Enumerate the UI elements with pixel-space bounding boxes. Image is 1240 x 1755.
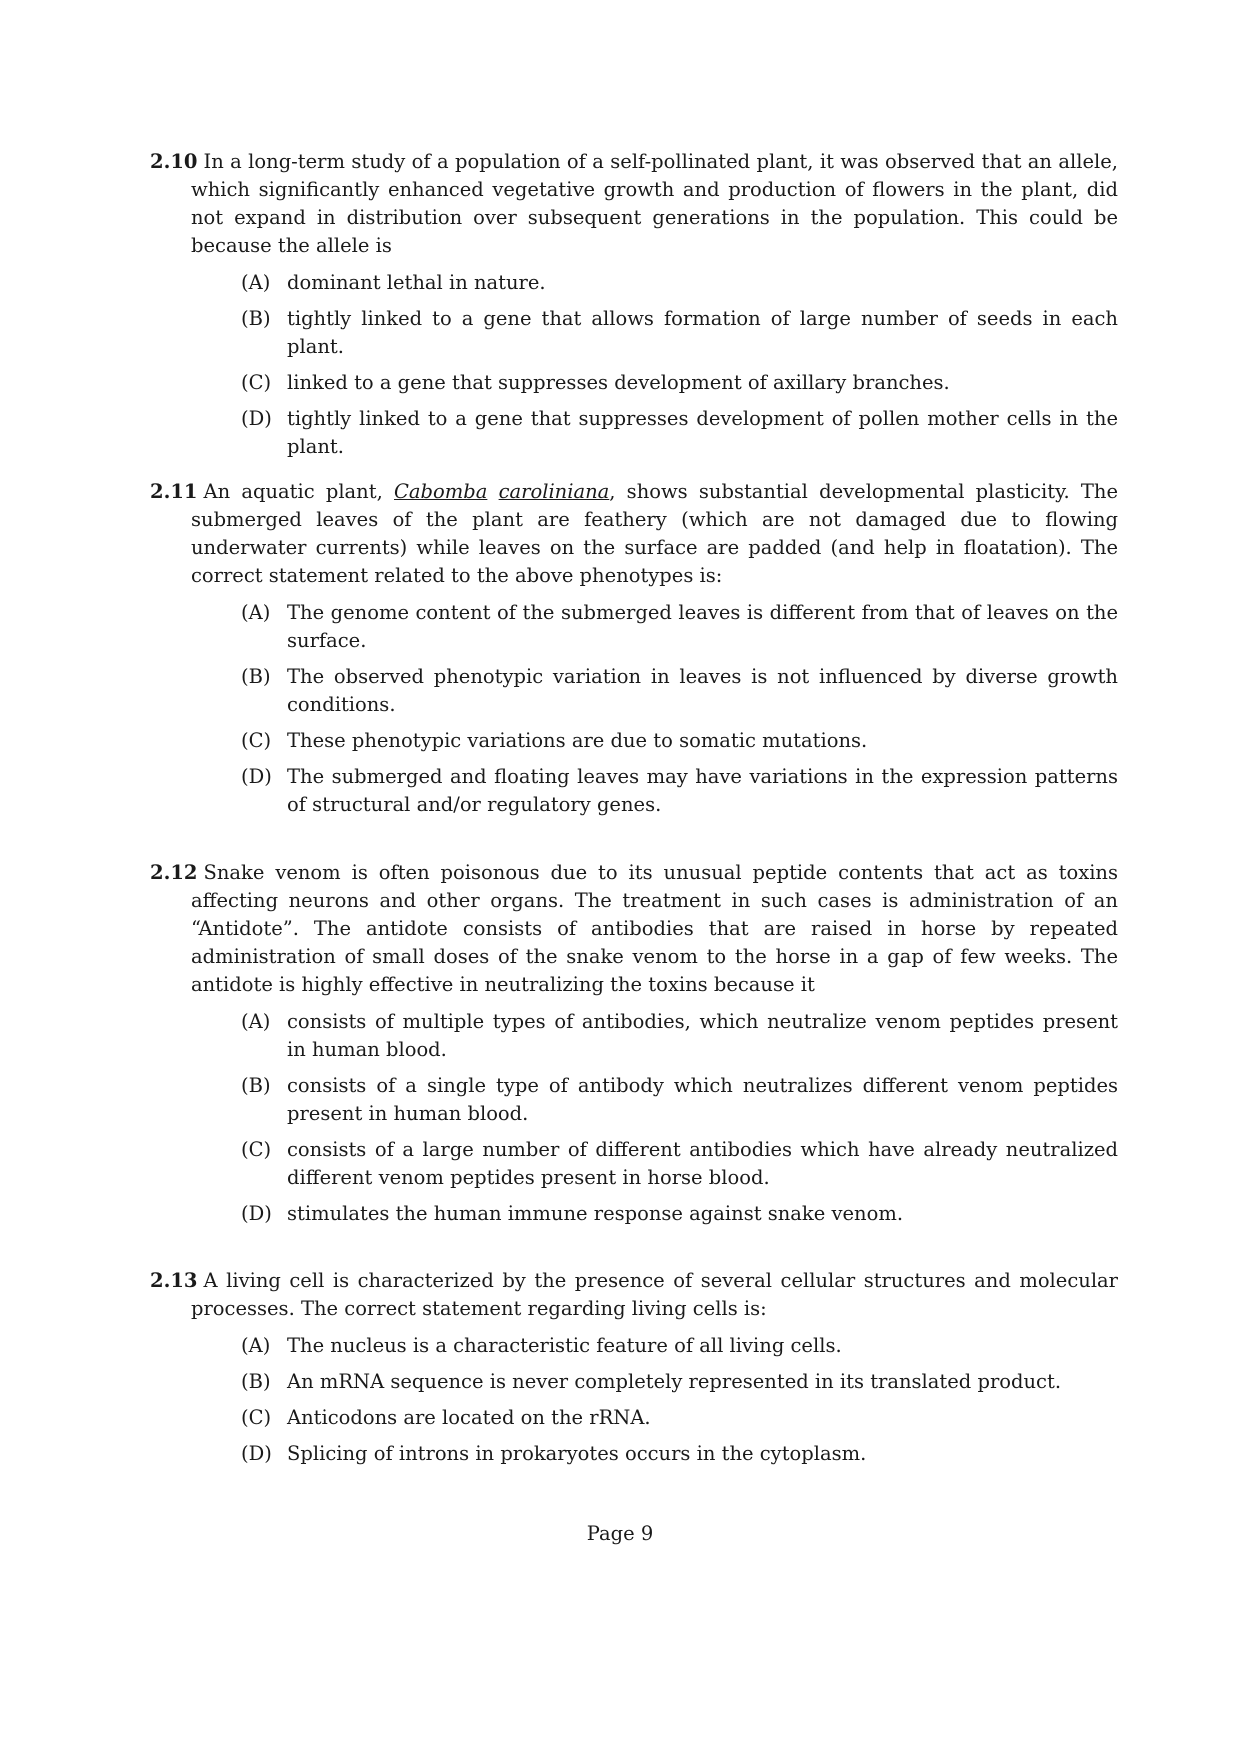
option-c bbox=[150, 1404, 1118, 1432]
question-2-11 bbox=[150, 478, 1118, 827]
option-text: The genome content of the submerged leaves is different from that of leaves on the surface. bbox=[287, 601, 1118, 652]
option-b bbox=[150, 1368, 1118, 1396]
option-c bbox=[150, 369, 1118, 397]
option-label: (A) bbox=[241, 1010, 271, 1033]
option-text: tightly linked to a gene that allows formation of large number of seeds in each plant. bbox=[287, 307, 1118, 358]
option-label: (B) bbox=[241, 1370, 271, 1393]
option-a bbox=[150, 269, 1118, 297]
option-text: The observed phenotypic variation in leaves is not influenced by diverse growth conditions. bbox=[287, 665, 1118, 716]
option-b bbox=[150, 305, 1118, 361]
option-label: (A) bbox=[241, 601, 271, 624]
question-text-pre: An aquatic plant, bbox=[203, 480, 383, 503]
question-stem bbox=[150, 148, 1118, 260]
question-2-13 bbox=[150, 1267, 1118, 1476]
option-text: An mRNA sequence is never completely represented in its translated product. bbox=[287, 1370, 1062, 1393]
option-label: (B) bbox=[241, 307, 271, 330]
question-text-post: , shows substantial developmental plasticity. The submerged leaves of the plant are feathery (which are not damaged due to flowing underwater currents) while leaves on the surface are padded (and help in floatation). The correct statement related to the above phenotypes is: bbox=[191, 480, 1119, 587]
option-text: The submerged and floating leaves may have variations in the expression patterns of structural and/or regulatory genes. bbox=[287, 765, 1118, 816]
option-label: (C) bbox=[241, 729, 272, 752]
question-number: 2.10 bbox=[150, 150, 198, 173]
option-label: (B) bbox=[241, 1074, 271, 1097]
option-d bbox=[150, 1440, 1118, 1468]
question-2-10 bbox=[150, 148, 1118, 469]
option-label: (C) bbox=[241, 371, 272, 394]
option-list bbox=[150, 1008, 1118, 1228]
question-number: 2.12 bbox=[150, 861, 198, 884]
page-number: Page 9 bbox=[586, 1522, 654, 1545]
option-d bbox=[150, 1200, 1118, 1228]
option-label: (D) bbox=[241, 1202, 272, 1225]
option-a bbox=[150, 1008, 1118, 1064]
option-label: (C) bbox=[241, 1406, 272, 1429]
option-label: (C) bbox=[241, 1138, 272, 1161]
question-text: In a long-term study of a population of a self-pollinated plant, it was observed that an allele, which significantly enhanced vegetative growth and production of flowers in the plant, did not expand in distribution over subsequent generations in the population. This could be because the allele is bbox=[191, 150, 1118, 257]
option-d bbox=[150, 405, 1118, 461]
question-stem bbox=[150, 478, 1118, 590]
option-text: Splicing of introns in prokaryotes occurs in the cytoplasm. bbox=[287, 1442, 867, 1465]
option-text: dominant lethal in nature. bbox=[287, 271, 546, 294]
option-text: consists of a large number of different antibodies which have already neutralized different venom peptides present in horse blood. bbox=[287, 1138, 1118, 1189]
option-text: stimulates the human immune response against snake venom. bbox=[287, 1202, 904, 1225]
option-text: Anticodons are located on the rRNA. bbox=[287, 1406, 651, 1429]
option-label: (D) bbox=[241, 765, 272, 788]
option-label: (A) bbox=[241, 1334, 271, 1357]
question-stem bbox=[150, 859, 1118, 999]
option-text: consists of a single type of antibody which neutralizes different venom peptides present in human blood. bbox=[287, 1074, 1118, 1125]
option-text: tightly linked to a gene that suppresses development of pollen mother cells in the plant. bbox=[287, 407, 1118, 458]
option-b bbox=[150, 663, 1118, 719]
option-label: (D) bbox=[241, 1442, 272, 1465]
option-list bbox=[150, 599, 1118, 819]
question-text: A living cell is characterized by the presence of several cellular structures and molecular processes. The correct statement regarding living cells is: bbox=[191, 1269, 1118, 1320]
option-c bbox=[150, 1136, 1118, 1192]
option-label: (D) bbox=[241, 407, 272, 430]
option-text: These phenotypic variations are due to somatic mutations. bbox=[287, 729, 868, 752]
option-b bbox=[150, 1072, 1118, 1128]
question-stem bbox=[150, 1267, 1118, 1323]
option-a bbox=[150, 599, 1118, 655]
option-text: consists of multiple types of antibodies, which neutralize venom peptides present in human blood. bbox=[287, 1010, 1118, 1061]
option-a bbox=[150, 1332, 1118, 1360]
species-epithet: caroliniana bbox=[498, 480, 610, 503]
option-text: linked to a gene that suppresses development of axillary branches. bbox=[287, 371, 950, 394]
option-text: The nucleus is a characteristic feature of all living cells. bbox=[287, 1334, 842, 1357]
option-d bbox=[150, 763, 1118, 819]
option-list bbox=[150, 1332, 1118, 1468]
question-2-12 bbox=[150, 859, 1118, 1236]
option-label: (B) bbox=[241, 665, 271, 688]
question-number: 2.13 bbox=[150, 1269, 198, 1292]
option-list bbox=[150, 269, 1118, 461]
question-text: Snake venom is often poisonous due to its unusual peptide contents that act as toxins affecting neurons and other organs. The treatment in such cases is administration of an “Antidote”. The antidote consists of antibodies that are raised in horse by repeated administration of small doses of the snake venom to the horse in a gap of few weeks. The antidote is highly effective in neutralizing the toxins because it bbox=[191, 861, 1118, 996]
option-c bbox=[150, 727, 1118, 755]
question-number: 2.11 bbox=[150, 480, 198, 503]
species-genus: Cabomba bbox=[394, 480, 488, 503]
option-label: (A) bbox=[241, 271, 271, 294]
